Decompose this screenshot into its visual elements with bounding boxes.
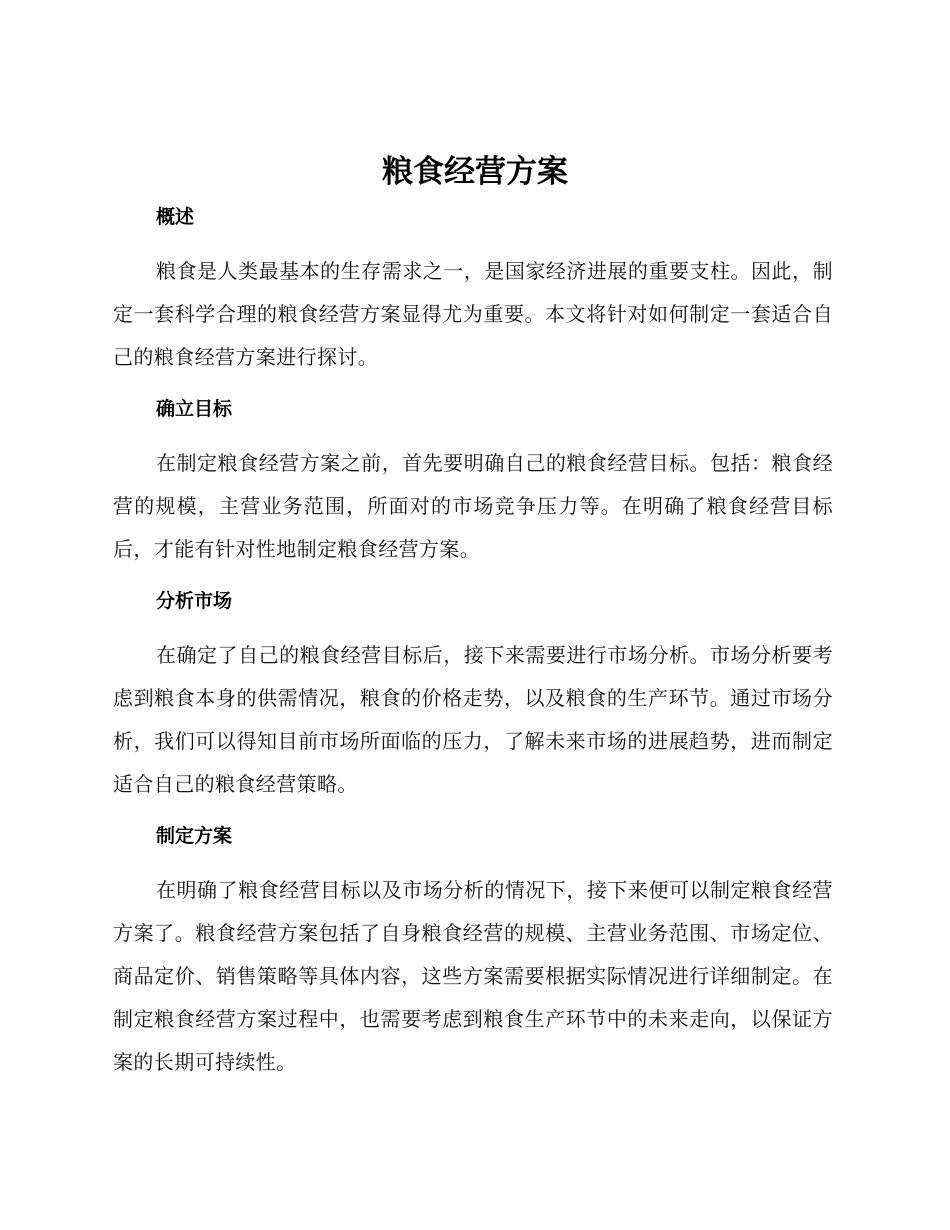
section-heading: 确立目标 (156, 398, 233, 420)
section-paragraph: 在确定了自己的粮食经营目标后，接下来需要进行市场分析。市场分析要考虑到粮食本身的供需情况，粮食的价格走势，以及粮食的生产环节。通过市场分析，我们可以得知目前市场所面临的压力，了解未来市场的进展趋势，进而制定适合自己的粮食经营策略。 (113, 643, 833, 796)
section-heading: 概述 (156, 206, 195, 228)
section-market-analysis (113, 586, 833, 806)
document-content (113, 202, 833, 1099)
section-paragraph: 在制定粮食经营方案之前，首先要明确自己的粮食经营目标。包括：粮食经营的规模，主营业务范围，所面对的市场竞争压力等。在明确了粮食经营目标后，才能有针对性地制定粮食经营方案。 (113, 451, 833, 561)
section-heading: 制定方案 (156, 825, 233, 847)
section-heading: 分析市场 (156, 590, 233, 612)
section-paragraph: 在明确了粮食经营目标以及市场分析的情况下，接下来便可以制定粮食经营方案了。粮食经营方案包括了自身粮食经营的规模、主营业务范围、市场定位、商品定价、销售策略等具体内容，这些方案需要根据实际情况进行详细制定。在制定粮食经营方案过程中，也需要考虑到粮食生产环节中的未来走向，以保证方案的长期可持续性。 (113, 878, 833, 1074)
section-make-plan (113, 821, 833, 1084)
document-title: 粮食经营方案 (382, 154, 568, 190)
section-set-goals (113, 394, 833, 571)
section-overview (113, 202, 833, 379)
section-paragraph: 粮食是人类最基本的生存需求之一，是国家经济进展的重要支柱。因此，制定一套科学合理的粮食经营方案显得尤为重要。本文将针对如何制定一套适合自己的粮食经营方案进行探讨。 (113, 259, 833, 369)
